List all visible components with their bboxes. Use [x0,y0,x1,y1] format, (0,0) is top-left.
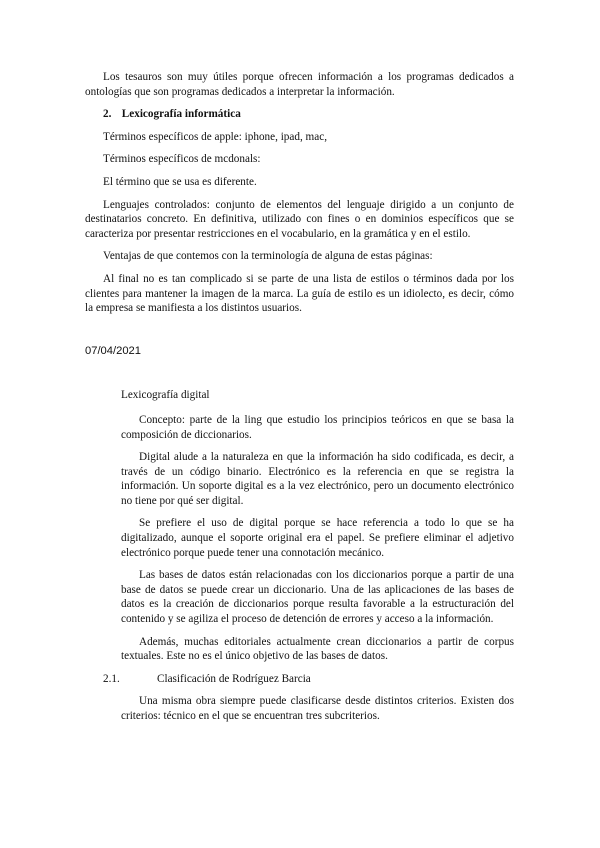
section-number: 2. [103,108,112,121]
paragraph-style-guide: Al final no es tan complicado si se parte de una lista de estilos o términos dada por los clientes para mantener la imagen de la marca. La guía de estilo es un idiolecto, es decir, cómo la empresa se manifiesta a los distintos usuarios. [85,272,514,315]
section-title: Lexicografía informática [121,108,241,121]
date-label: 07/04/2021 [85,344,141,357]
paragraph-editorials: Además, muchas editoriales actualmente crean diccionarios a partir de corpus textuales. Este no es el único objetivo de las bases de datos. [121,635,514,663]
paragraph-databases: Las bases de datos están relacionadas con los diccionarios porque a partir de una base de datos se puede crear un diccionario. Una de las aplicaciones de las bases de datos es la creación de diccionarios porque resulta favorable a la estructuración del contenido y se agiliza el proceso de detención de errores y acceso a la información. [121,569,514,626]
section-heading [85,107,514,122]
paragraph-advantages: Ventajas de que contemos con la terminología de alguna de estas páginas: [103,250,433,263]
paragraph-different-term: El término que se usa es diferente. [103,175,257,188]
subsection-heading [85,672,514,687]
subsection-number: 2.1. [103,672,120,685]
paragraph-classification: Una misma obra siempre puede clasificarse desde distintos criterios. Existen dos criterios: técnico en el que se encuentran tres subcriterios. [121,695,514,722]
paragraph-prefer: Se prefiere el uso de digital porque se hace referencia a todo lo que se ha digitalizado, aunque el soporte original era el papel. Se prefiere eliminar el adjetivo electrónico porque puede tener una connotación mecánico. [121,517,514,559]
paragraph-apple-terms: Términos específicos de apple: iphone, ipad, mac, [103,130,327,143]
document-body [85,70,514,732]
subsection-body [85,694,514,723]
paragraph-mcdonals-terms: Términos específicos de mcdonals: [103,153,261,166]
subsection-title: Clasificación de Rodríguez Barcia [157,672,311,685]
digital-title: Lexicografía digital [121,389,210,402]
paragraph-digital: Digital alude a la naturaleza en que la información ha sido codificada, es decir, a través de un código binario. Electrónico es la referencia en que se registra la información. Un soporte digital es a la vez electrónico, pero un documento electrónico no tiene por qué ser digital. [121,451,514,507]
paragraph-tesauros: Los tesauros son muy útiles porque ofrecen información a los programas dedicados a ontologías que son programas dedicados a interpretar la información. [85,71,514,98]
section-digital [85,388,514,664]
paragraph-concept: Concepto: parte de la ling que estudio los principios teóricos en que se basa la composición de diccionarios. [121,413,514,441]
paragraph-controlled-languages: Lenguajes controlados: conjunto de elementos del lenguaje dirigido a un conjunto de destinatarios concreto. En definitiva, utilizado con fines o en dominios específicos que se caracteriza por presentar restricciones en el vocabulario, en la gramática y en el estilo. [85,198,514,240]
